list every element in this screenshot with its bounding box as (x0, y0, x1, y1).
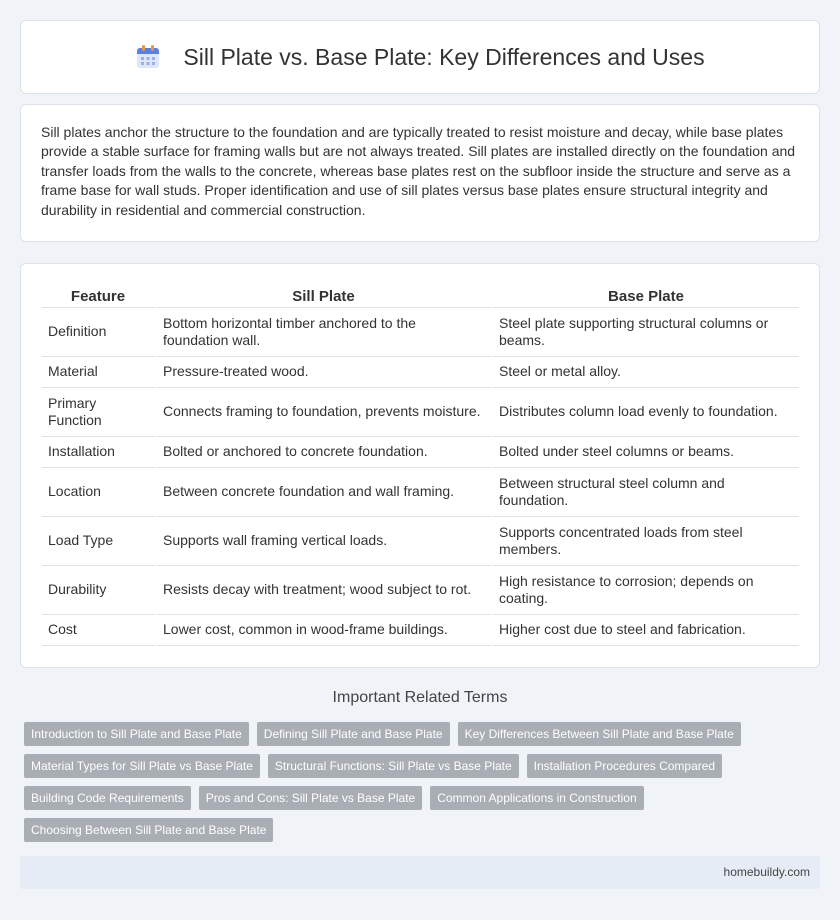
sill-plate-cell: Supports wall framing vertical loads. (157, 517, 493, 566)
feature-cell: Cost (42, 615, 157, 646)
base-plate-cell: Bolted under steel columns or beams. (493, 437, 799, 468)
sill-plate-cell: Lower cost, common in wood-frame buildings. (157, 615, 493, 646)
feature-cell: Primary Function (42, 388, 157, 437)
tag-link[interactable]: Common Applications in Construction (430, 786, 643, 810)
tag-link[interactable]: Building Code Requirements (24, 786, 191, 810)
tag-link[interactable]: Structural Functions: Sill Plate vs Base Plate (268, 754, 519, 778)
tag-link[interactable]: Key Differences Between Sill Plate and Base Plate (458, 722, 741, 746)
sill-plate-cell: Bottom horizontal timber anchored to the foundation wall. (157, 308, 493, 357)
tag-link[interactable]: Defining Sill Plate and Base Plate (257, 722, 450, 746)
sill-plate-cell: Bolted or anchored to concrete foundation. (157, 437, 493, 468)
comparison-table (42, 284, 799, 646)
base-plate-cell: Supports concentrated loads from steel members. (493, 517, 799, 566)
tag-link[interactable]: Material Types for Sill Plate vs Base Plate (24, 754, 260, 778)
table-row (42, 437, 799, 468)
table-header-row (42, 284, 799, 308)
sill-plate-cell: Between concrete foundation and wall framing. (157, 468, 493, 517)
feature-cell: Installation (42, 437, 157, 468)
base-plate-cell: Between structural steel column and foundation. (493, 468, 799, 517)
feature-cell: Load Type (42, 517, 157, 566)
tag-row (24, 754, 820, 778)
base-plate-cell: High resistance to corrosion; depends on coating. (493, 566, 799, 615)
intro-text: Sill plates anchor the structure to the foundation and are typically treated to resist moisture and decay, while base plates provide a stable surface for framing walls but are not always treated. Sill plates are installed directly on the foundation and transfer loads from the walls to the concrete, whereas base plates rest on the subfloor inside the structure and serve as a frame base for wall studs. Proper identification and use of sill plates versus base plates ensure structural integrity and durability in residential and commercial construction. (41, 124, 796, 218)
table-row (42, 566, 799, 615)
header-sill-plate: Sill Plate (157, 284, 493, 308)
calendar-icon (135, 44, 161, 70)
feature-cell: Durability (42, 566, 157, 615)
sill-plate-cell: Resists decay with treatment; wood subject to rot. (157, 566, 493, 615)
tag-row (24, 786, 820, 810)
header-base-plate: Base Plate (493, 284, 799, 308)
base-plate-cell: Steel plate supporting structural columns or beams. (493, 308, 799, 357)
base-plate-cell: Higher cost due to steel and fabrication. (493, 615, 799, 646)
feature-cell: Location (42, 468, 157, 517)
tag-link[interactable]: Introduction to Sill Plate and Base Plate (24, 722, 249, 746)
header-feature: Feature (42, 284, 157, 308)
tag-row (24, 722, 820, 746)
tag-link[interactable]: Installation Procedures Compared (527, 754, 722, 778)
page-title: Sill Plate vs. Base Plate: Key Differences and Uses (183, 43, 705, 70)
table-row (42, 357, 799, 388)
table-row (42, 517, 799, 566)
related-terms-tags (24, 722, 820, 850)
tag-link[interactable]: Pros and Cons: Sill Plate vs Base Plate (199, 786, 422, 810)
sill-plate-cell: Connects framing to foundation, prevents moisture. (157, 388, 493, 437)
table-row (42, 615, 799, 646)
header-card (20, 20, 820, 94)
table-row (42, 308, 799, 357)
related-terms-title: Important Related Terms (332, 689, 508, 706)
base-plate-cell: Steel or metal alloy. (493, 357, 799, 388)
comparison-table-card (20, 263, 820, 668)
table-row (42, 388, 799, 437)
footer-site-link[interactable]: homebuildy.com (723, 865, 810, 879)
tag-row (24, 818, 820, 842)
sill-plate-cell: Pressure-treated wood. (157, 357, 493, 388)
footer (20, 856, 820, 889)
table-row (42, 468, 799, 517)
base-plate-cell: Distributes column load evenly to foundation. (493, 388, 799, 437)
feature-cell: Definition (42, 308, 157, 357)
tag-link[interactable]: Choosing Between Sill Plate and Base Plate (24, 818, 273, 842)
intro-card (20, 104, 820, 242)
feature-cell: Material (42, 357, 157, 388)
